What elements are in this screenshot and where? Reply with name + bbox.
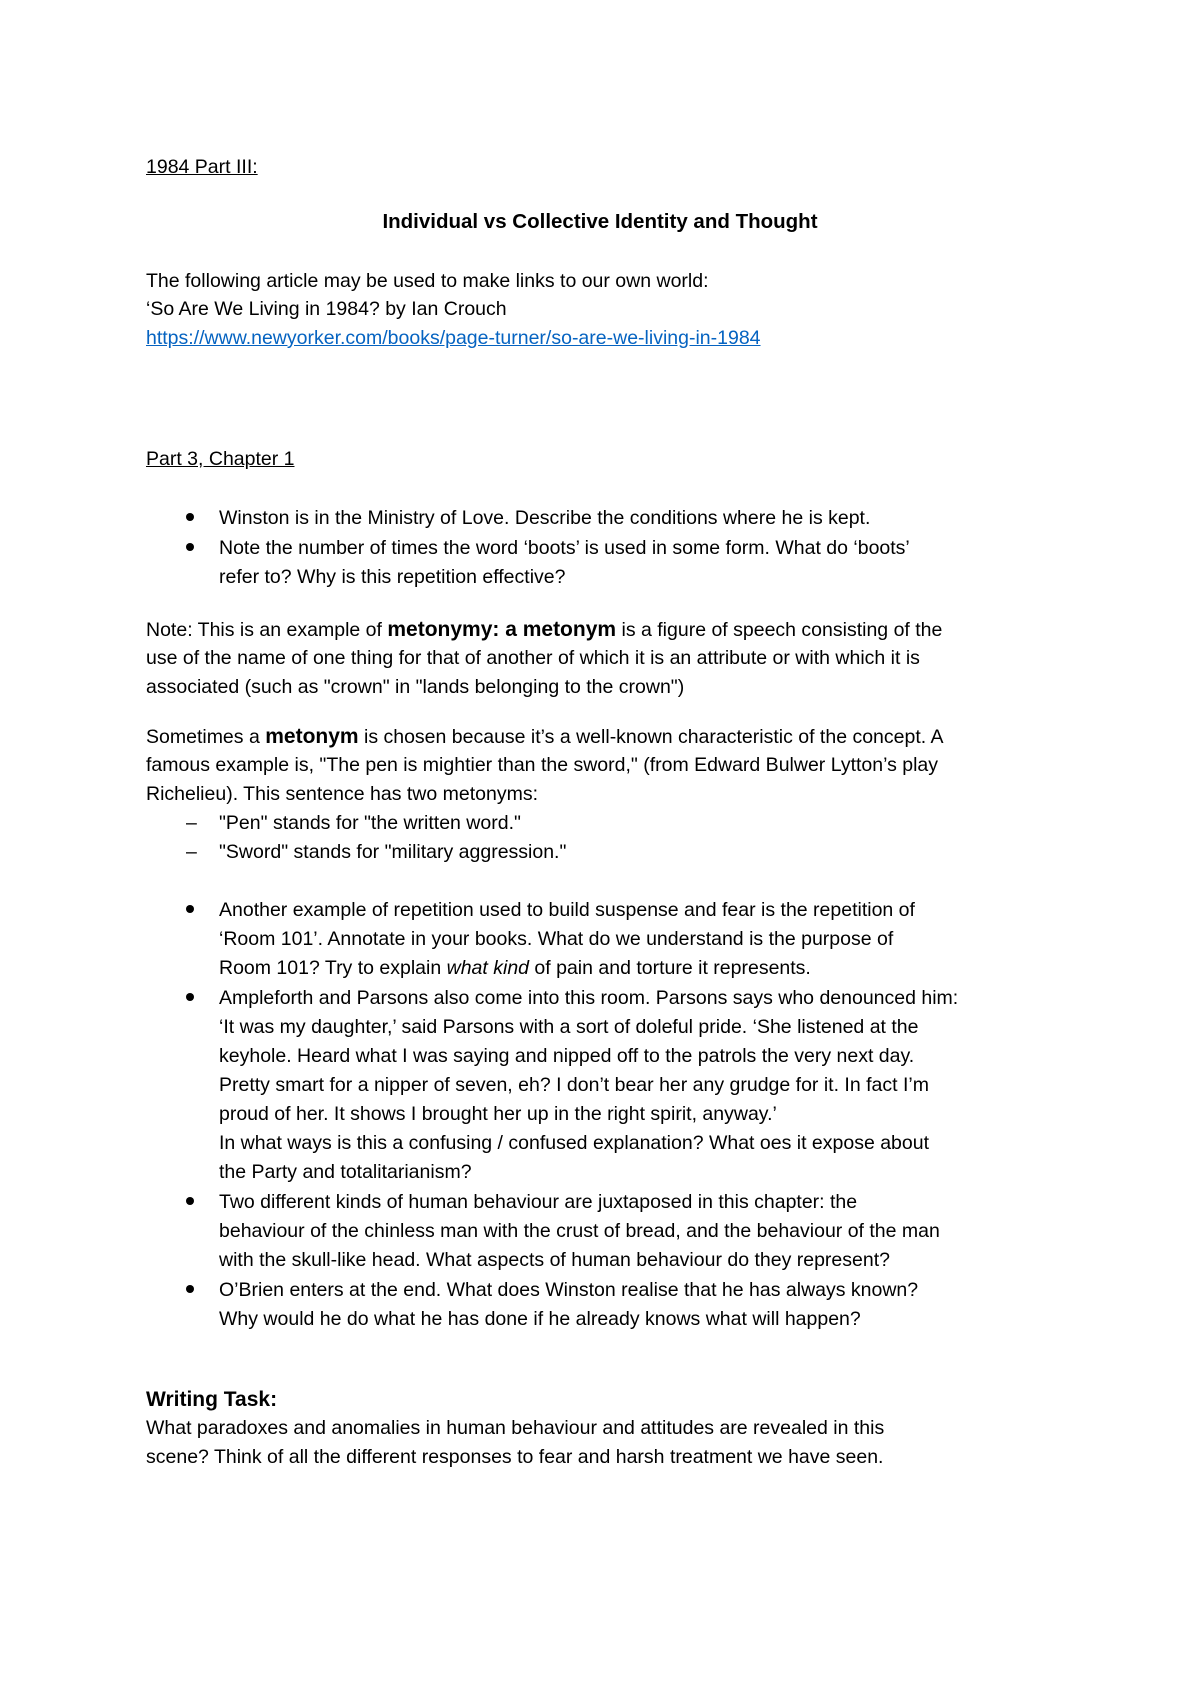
example-line-3: Richelieu). This sentence has two metonyms: (146, 783, 538, 805)
bullet-1: Winston is in the Ministry of Love. Describe the conditions where he is kept. (219, 507, 871, 529)
bullet-3-line-1: Another example of repetition used to build suspense and fear is the repetition of (219, 899, 915, 921)
bullet-2-line-1: Note the number of times the word ‘boots’ is used in some form. What do ‘boots’ (219, 537, 910, 559)
bullet-5-line-3: with the skull-like head. What aspects of human behaviour do they represent? (219, 1249, 890, 1271)
dash-item-2: "Sword" stands for "military aggression." (219, 841, 567, 863)
note-line-2: use of the name of one thing for that of another of which it is an attribute or with which it is (146, 647, 920, 669)
bullet-icon (186, 513, 194, 521)
bullet-icon (186, 543, 194, 551)
bullet-6-line-1: O’Brien enters at the end. What does Winston realise that he has always known? (219, 1279, 919, 1301)
doc-title: Individual vs Collective Identity and Thought (382, 210, 818, 233)
bullet-4-line-7: the Party and totalitarianism? (219, 1161, 472, 1183)
dash-icon: – (186, 841, 197, 863)
bullet-5-line-1: Two different kinds of human behaviour are juxtaposed in this chapter: the (219, 1191, 858, 1213)
bullet-3-line-2: ‘Room 101’. Annotate in your books. What do we understand is the purpose of (219, 928, 894, 950)
bullet-4-line-2: ‘It was my daughter,’ said Parsons with a sort of doleful pride. ‘She listened at the (219, 1016, 919, 1038)
bullet-4-line-6: In what ways is this a confusing / confused explanation? What oes it expose about (219, 1132, 930, 1154)
bullet-icon (186, 1197, 194, 1205)
doc-heading: 1984 Part III: (146, 156, 258, 178)
writing-task-line-1: What paradoxes and anomalies in human behaviour and attitudes are revealed in this (146, 1417, 885, 1439)
metonym-term: metonym (265, 725, 359, 748)
bullet-3-line-3: Room 101? Try to explain what kind of pain and torture it represents. (219, 957, 811, 979)
bullet-5-line-2: behaviour of the chinless man with the crust of bread, and the behaviour of the man (219, 1220, 940, 1242)
note-line-3: associated (such as "crown" in "lands belonging to the crown") (146, 676, 685, 698)
bullet-4-line-3: keyhole. Heard what I was saying and nipped off to the patrols the very next day. (219, 1045, 915, 1067)
intro-line-1: The following article may be used to make links to our own world: (146, 270, 709, 292)
dash-icon: – (186, 812, 197, 834)
chapter-heading: Part 3, Chapter 1 (146, 448, 295, 470)
writing-task-line-2: scene? Think of all the different responses to fear and harsh treatment we have seen. (146, 1446, 884, 1468)
bullet-4-line-4: Pretty smart for a nipper of seven, eh? I don’t bear her any grudge for it. In fact I’m (219, 1074, 929, 1096)
example-line-1: Sometimes a metonym is chosen because it’s a well-known characteristic of the concept. A (146, 725, 944, 748)
bullet-icon (186, 905, 194, 913)
bullet-4-line-5: proud of her. It shows I brought her up in the right spirit, anyway.’ (219, 1103, 777, 1125)
dash-item-1: "Pen" stands for "the written word." (219, 812, 521, 834)
intro-line-2: ‘So Are We Living in 1984? by Ian Crouch (146, 298, 507, 320)
bullet-icon (186, 993, 194, 1001)
bullet-4-line-1: Ampleforth and Parsons also come into this room. Parsons says who denounced him: (219, 987, 959, 1009)
bullet-2-line-2: refer to? Why is this repetition effective? (219, 566, 566, 588)
metonymy-term: metonymy: a metonym (387, 618, 617, 641)
article-link[interactable]: https://www.newyorker.com/books/page-turner/so-are-we-living-in-1984 (146, 327, 761, 349)
bullet-icon (186, 1285, 194, 1293)
example-line-2: famous example is, "The pen is mightier than the sword," (from Edward Bulwer Lytton’s play (146, 754, 939, 776)
note-line-1: Note: This is an example of metonymy: a metonym is a figure of speech consisting of the (146, 618, 943, 641)
writing-task-heading: Writing Task: (146, 1388, 278, 1411)
bullet-6-line-2: Why would he do what he has done if he already knows what will happen? (219, 1308, 861, 1330)
